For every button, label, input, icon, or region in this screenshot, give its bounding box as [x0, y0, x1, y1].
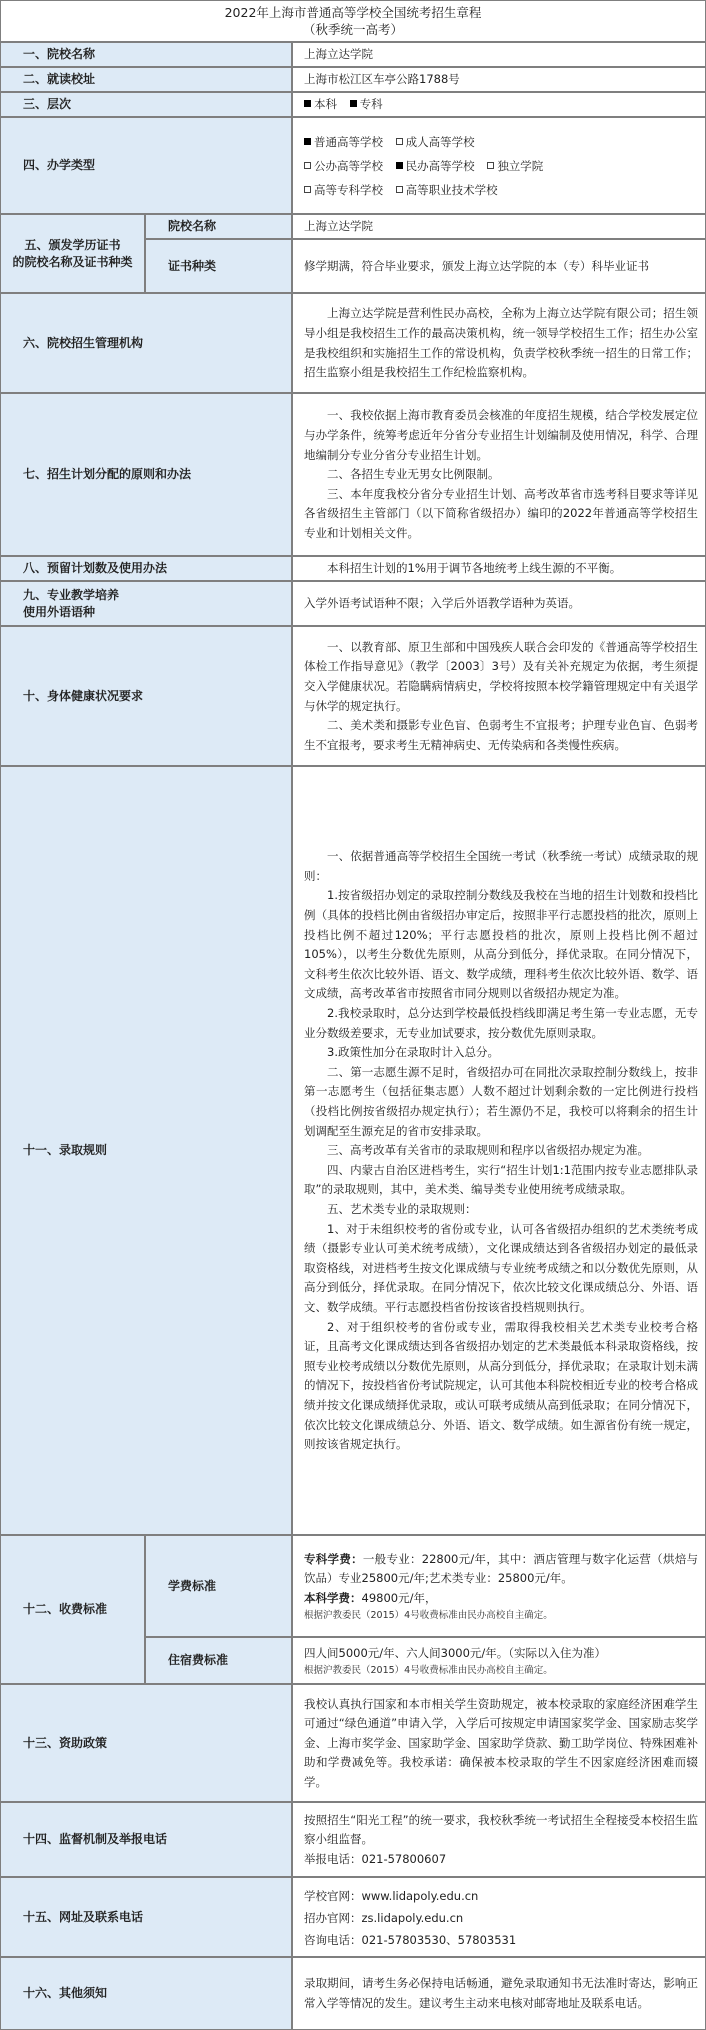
row-value-school-name — [292, 42, 706, 67]
value-text: 上海市松江区车亭公路1788号 — [304, 72, 460, 87]
label-text: 八、预留计划数及使用办法 — [23, 561, 168, 575]
option-label: 公办高等学校 — [314, 159, 383, 173]
row-label-aid — [0, 1684, 292, 1802]
paragraph: 一、以教育部、原卫生部和中国残疾人联合会印发的《普通高等学校招生体检工作指导意见》（教学〔2003〕3号）及有关补充规定为依据，考生须提交入学健康状况。若隐瞒病情病史，学校将按照本校学籍管理规定中有关退学与休学的规定执行。 — [304, 639, 698, 713]
lodging-text: 四人间5000元/年、六人间3000元/年。（实际以入住为准） — [304, 1645, 607, 1660]
paragraph: 四、内蒙古自治区进档考生，实行“招生计划1:1范围内按专业志愿排队录取”的录取规则，其中，美术类、编导类专业使用统考成绩录取。 — [304, 1162, 698, 1197]
label-text: 四、办学类型 — [23, 158, 96, 172]
checkbox-level-1 — [350, 100, 357, 107]
label-text: 学费标准 — [168, 1578, 217, 1593]
label-text: 十六、其他须知 — [23, 1986, 108, 2000]
option-label: 专科 — [359, 97, 383, 112]
row-label-health — [0, 626, 292, 766]
school-website: 学校官网：www.lidapoly.edu.cn — [304, 1888, 479, 1903]
row-value-reserve — [292, 556, 706, 581]
value-text: 录取期间，请考生务必保持电话畅通，避免录取通知书无法准时寄达，影响正常入学等情况的发生。建议考生主动来电核对邮寄地址及联系电话。 — [304, 1976, 698, 2010]
tuition-bachelor-text: 49800元/年， — [361, 1590, 437, 1605]
row-label-fees — [0, 1535, 145, 1684]
label-text: 十三、资助政策 — [23, 1735, 108, 1750]
row-label-contact — [0, 1877, 292, 1957]
value-text: 上海立达学院 — [304, 219, 373, 234]
value-text: 本科招生计划的1%用于调节各地统考上线生源的不平衡。 — [327, 561, 622, 576]
value-cert-type — [292, 239, 706, 293]
tuition-bachelor-lead: 本科学费： — [304, 1590, 362, 1605]
checkbox-level-0 — [304, 100, 311, 107]
value-text: 我校认真执行国家和本市相关学生资助规定，被本校录取的家庭经济困难学生可通过“绿色通道”申请入学，入学后可按规定申请国家奖学金、国家励志奖学金、上海市奖学金、国家助学金、国家助学贷款、勤工助学岗位、特殊困难补助和学费减免等。我校承诺：确保被本校录取的学生不因家庭经济困难而辍学。 — [304, 1696, 698, 1789]
paragraph: 一、依据普通高等学校招生全国统一考试（秋季统一考试）成绩录取的规则： — [304, 849, 698, 883]
value-text: 按照招生“阳光工程”的统一要求，我校秋季统一考试招生全程接受本校招生监察小组监督。 — [304, 1812, 698, 1847]
paragraph: 3.政策性加分在录取时计入总分。 — [327, 1045, 499, 1060]
label-text: 十二、收费标准 — [23, 1602, 108, 1616]
tuition-special-lead: 专科学费： — [304, 1551, 363, 1566]
value-text: 上海立达学院 — [304, 47, 373, 62]
row-label-level — [0, 92, 292, 117]
row-label-admission — [0, 766, 292, 1535]
row-value-management — [292, 293, 706, 393]
label-text: 住宿费标准 — [168, 1653, 229, 1667]
value-text: 上海立达学院是营利性民办高校，全称为上海立达学院有限公司；招生领导小组是我校招生工作的最高决策机构，统一领导学校招生工作；招生办公室是我校组织和实施招生工作的常设机构，负责学校秋季统一招生的日常工作；招生监察小组是我校招生工作纪检监察机构。 — [304, 306, 698, 380]
row-label-campus — [0, 67, 292, 92]
row-label-certificate — [0, 214, 145, 293]
row-value-aid — [292, 1684, 706, 1802]
sublabel-cert-type — [145, 239, 292, 293]
label-text: 证书种类 — [168, 258, 217, 273]
row-value-health — [292, 626, 706, 766]
row-label-supervision — [0, 1802, 292, 1877]
level-options — [304, 95, 698, 115]
sublabel-lodging — [145, 1637, 292, 1684]
checkbox-type — [304, 186, 311, 193]
row-value-language — [292, 581, 706, 626]
value-text: 入学外语考试语种不限；入学后外语教学语种为英语。 — [304, 596, 580, 611]
lodging-note: 根据沪教委民（2015）4号收费标准由民办高校自主确定。 — [304, 1665, 553, 1677]
option-label: 高等专科学校 — [314, 183, 383, 197]
option-label: 高等职业技术学校 — [405, 183, 498, 197]
checkbox-type — [396, 162, 403, 169]
option-label: 本科 — [314, 97, 337, 112]
option-label: 成人高等学校 — [405, 135, 475, 149]
paragraph: 1、对于未组织校考的省份或专业，认可各省级招办组织的艺术类统考成绩（摄影专业认可美术统考成绩），文化课成绩达到各省级招办划定的最低录取资格线，对进档考生按文化课成绩与专业统考成绩之和以分数优先原则，从高分到低分，择优录取。在同分情况下，依次比较文化课成绩总分、外语、语文、数学成绩。平行志愿投档省份按该省投档规则执行。 — [304, 1221, 698, 1314]
label-text: 使用外语语种 — [23, 604, 96, 619]
paragraph: 五、艺术类专业的录取规则： — [327, 1201, 477, 1216]
label-text: 七、招生计划分配的原则和办法 — [23, 467, 192, 481]
value-text: 修学期满，符合毕业要求，颁发上海立达学院的本（专）科毕业证书 — [304, 258, 649, 273]
row-value-contact — [292, 1877, 706, 1957]
paragraph: 二、各招生专业无男女比例限制。 — [327, 467, 500, 482]
row-label-management — [0, 293, 292, 393]
row-value-campus — [292, 67, 706, 92]
option-label: 民办高等学校 — [405, 159, 475, 173]
label-text: 十、身体健康状况要求 — [23, 688, 144, 703]
row-value-other — [292, 1957, 706, 2030]
label-text: 的院校名称及证书种类 — [12, 254, 133, 269]
checkbox-type — [304, 162, 311, 169]
label-text: 十一、录取规则 — [23, 1143, 108, 1157]
label-text: 六、院校招生管理机构 — [23, 335, 144, 350]
label-text: 五、颁发学历证书 — [24, 237, 121, 252]
paragraph: 2、对于组织校考的省份或专业，需取得我校相关艺术类专业校考合格证，且高考文化课成绩达到各省级招办划定的艺术类最低本科录取资格线，按照专业校考成绩以分数优先原则，从高分到低分，择优录取；在录取计划未满的情况下，按投档省份考试院规定，认可其他本科院校相近专业的校考合格成绩并按文化课成绩择优录取，或认可联考成绩从高到低录取；在同分情况下，依次比较文化课成绩总分、外语、语文、数学成绩。如生源省份有统一规定，则按该省规定执行。 — [304, 1319, 698, 1452]
value-tuition — [292, 1535, 706, 1637]
checkbox-type — [304, 138, 311, 145]
paragraph: 二、美术类和摄影专业色盲、色弱考生不宜报考；护理专业色盲、色弱考生不宜报考，要求考生无精神病史、无传染病和各类慢性疾病。 — [304, 718, 698, 752]
paragraph: 1.按省级招办划定的录取控制分数线及我校在当地的招生计划数和投档比例（具体的投档比例由省级招办审定后，按照非平行志愿投档的批次，原则上投档比例不超过120%；平行志愿投档的批次，原则上投档比例不超过105%），以考生分数优先原则，从高分到低分，择优录取。在同分情况下，文科考生依次比较外语、语文、数学成绩，理科考生依次比较外语、数学、语文成绩，高考改革省市按照省市同分规则以省级招办规定为准。 — [304, 888, 698, 1001]
row-value-level — [292, 92, 706, 117]
row-value-supervision — [292, 1802, 706, 1877]
paragraph: 三、高考改革有关省市的录取规则和程序以省级招办规定为准。 — [327, 1143, 649, 1158]
checkbox-type — [396, 138, 403, 145]
option-label: 普通高等学校 — [314, 135, 383, 149]
option-label: 独立学院 — [497, 159, 544, 173]
sublabel-tuition — [145, 1535, 292, 1637]
tuition-special-text: 一般专业：22800元/年，其中：酒店管理与数字化运营（烘焙与饮品）专业25800元/年;艺术类专业：25800元/年。 — [304, 1551, 699, 1586]
type-line-3 — [304, 178, 698, 202]
consult-phone: 咨询电话：021-57803530、57803531 — [304, 1932, 517, 1947]
row-label-language — [0, 581, 292, 626]
label-text: 三、层次 — [23, 97, 72, 111]
paragraph: 2.我校录取时，总分达到学校最低投档线即满足考生第一专业志愿，无专业分数级差要求，无专业加试要求，按分数优先原则录取。 — [304, 1006, 698, 1040]
label-text: 十四、监督机制及举报电话 — [23, 1832, 168, 1846]
document-title — [0, 0, 706, 42]
row-value-school-type — [292, 117, 706, 214]
admissions-website: 招办官网：zs.lidapoly.edu.cn — [304, 1910, 464, 1925]
title-main: 2022年上海市普通高等学校全国统考招生章程 — [224, 5, 482, 20]
row-value-plan — [292, 393, 706, 556]
row-label-other — [0, 1957, 292, 2030]
type-line-1 — [304, 130, 698, 154]
paragraph: 二、第一志愿生源不足时，省级招办可在同批次录取控制分数线上，按非第一志愿考生（包括征集志愿）人数不超过计划剩余数的一定比例进行投档（投档比例按省级招办规定执行）；若生源仍不足，我校可以将剩余的招生计划调配至生源充足的省市安排录取。 — [304, 1064, 698, 1138]
value-lodging — [292, 1637, 706, 1684]
label-text: 九、专业教学培养 — [23, 587, 120, 602]
checkbox-type — [487, 162, 494, 169]
label-text: 院校名称 — [168, 219, 217, 233]
row-label-plan — [0, 393, 292, 556]
label-text: 十五、网址及联系电话 — [23, 1909, 144, 1924]
type-line-2 — [304, 154, 698, 178]
tuition-note: 根据沪教委民（2015）4号收费标准由民办高校自主确定。 — [304, 1610, 553, 1622]
label-text: 一、院校名称 — [23, 47, 96, 61]
sublabel-cert-school-name — [145, 214, 292, 239]
row-label-reserve — [0, 556, 292, 581]
label-text: 二、就读校址 — [23, 72, 96, 86]
row-label-school-type — [0, 117, 292, 214]
title-sub: （秋季统一高考） — [302, 22, 403, 37]
paragraph: 三、本年度我校分省分专业招生计划、高考改革省市选考科目要求等详见各省级招生主管部门（以下简称省级招办）编印的2022年普通高等学校招生专业和计划相关文件。 — [304, 486, 698, 540]
row-label-school-name — [0, 42, 292, 67]
checkbox-type — [396, 186, 403, 193]
paragraph: 一、我校依据上海市教育委员会核准的年度招生规模，结合学校发展定位与办学条件，统筹考虑近年分省分专业招生计划编制及使用情况，科学、合理地编制分专业分省分专业招生计划。 — [304, 408, 698, 462]
value-cert-school-name — [292, 214, 706, 239]
row-value-admission — [292, 766, 706, 1535]
report-phone: 举报电话：021-57800607 — [304, 1851, 447, 1866]
